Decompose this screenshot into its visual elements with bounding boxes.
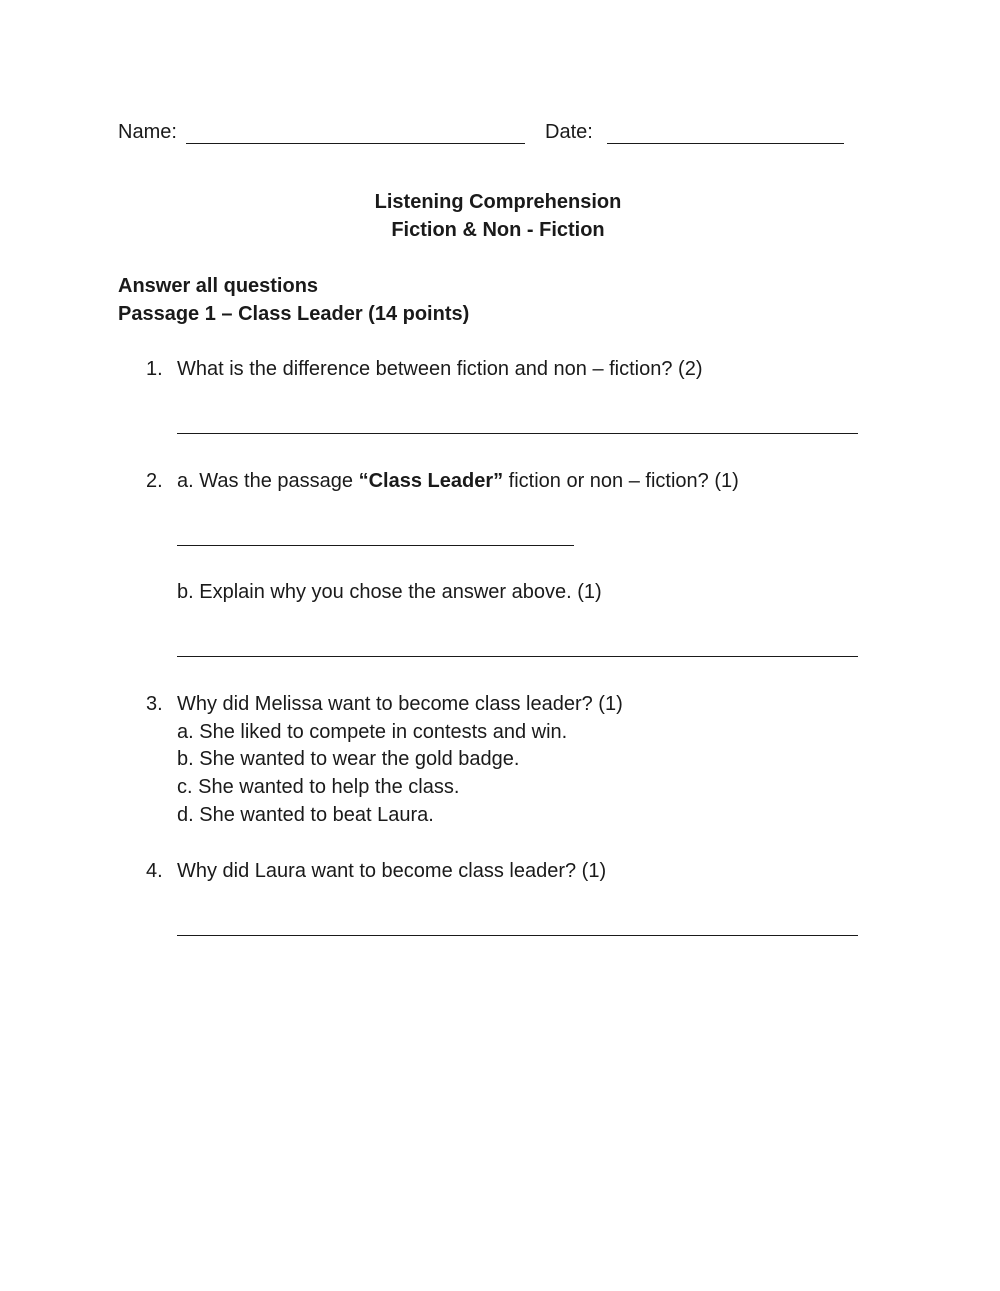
name-label: Name:: [118, 121, 177, 143]
passage-heading: Passage 1 – Class Leader (14 points): [118, 303, 470, 325]
question-2a-prefix: a. Was the passage: [177, 470, 359, 492]
question-3-option-d[interactable]: d. She wanted to beat Laura.: [177, 804, 434, 826]
question-3-option-a[interactable]: a. She liked to compete in contests and win.: [177, 721, 568, 743]
title-line-2: Fiction & Non - Fiction: [391, 219, 605, 241]
question-2a-title: “Class Leader”: [358, 470, 504, 492]
date-label: Date:: [545, 121, 593, 143]
question-4-number: 4.: [146, 860, 163, 882]
question-1-number: 1.: [146, 358, 163, 380]
title-line-1: Listening Comprehension: [374, 191, 622, 213]
question-2b-text: b. Explain why you chose the answer above. (1): [177, 581, 602, 603]
question-3-number: 3.: [146, 693, 163, 715]
question-2b-answer-line[interactable]: [177, 656, 858, 657]
date-field[interactable]: [607, 143, 844, 144]
question-2-number: 2.: [146, 470, 163, 492]
question-2a-suffix: fiction or non – fiction? (1): [503, 470, 739, 492]
question-3-option-b[interactable]: b. She wanted to wear the gold badge.: [177, 748, 520, 770]
question-2a-text: [177, 471, 739, 491]
question-2a-answer-line[interactable]: [177, 545, 574, 546]
question-3-option-c[interactable]: c. She wanted to help the class.: [177, 776, 460, 798]
question-4-text: Why did Laura want to become class leader? (1): [177, 860, 607, 882]
question-1-text: What is the difference between fiction and non – fiction? (2): [177, 358, 703, 380]
question-1-answer-line[interactable]: [177, 433, 858, 434]
name-field[interactable]: [186, 143, 525, 144]
instructions-heading: Answer all questions: [118, 275, 319, 297]
question-3-text: Why did Melissa want to become class leader? (1): [177, 693, 623, 715]
question-4-answer-line[interactable]: [177, 935, 858, 936]
